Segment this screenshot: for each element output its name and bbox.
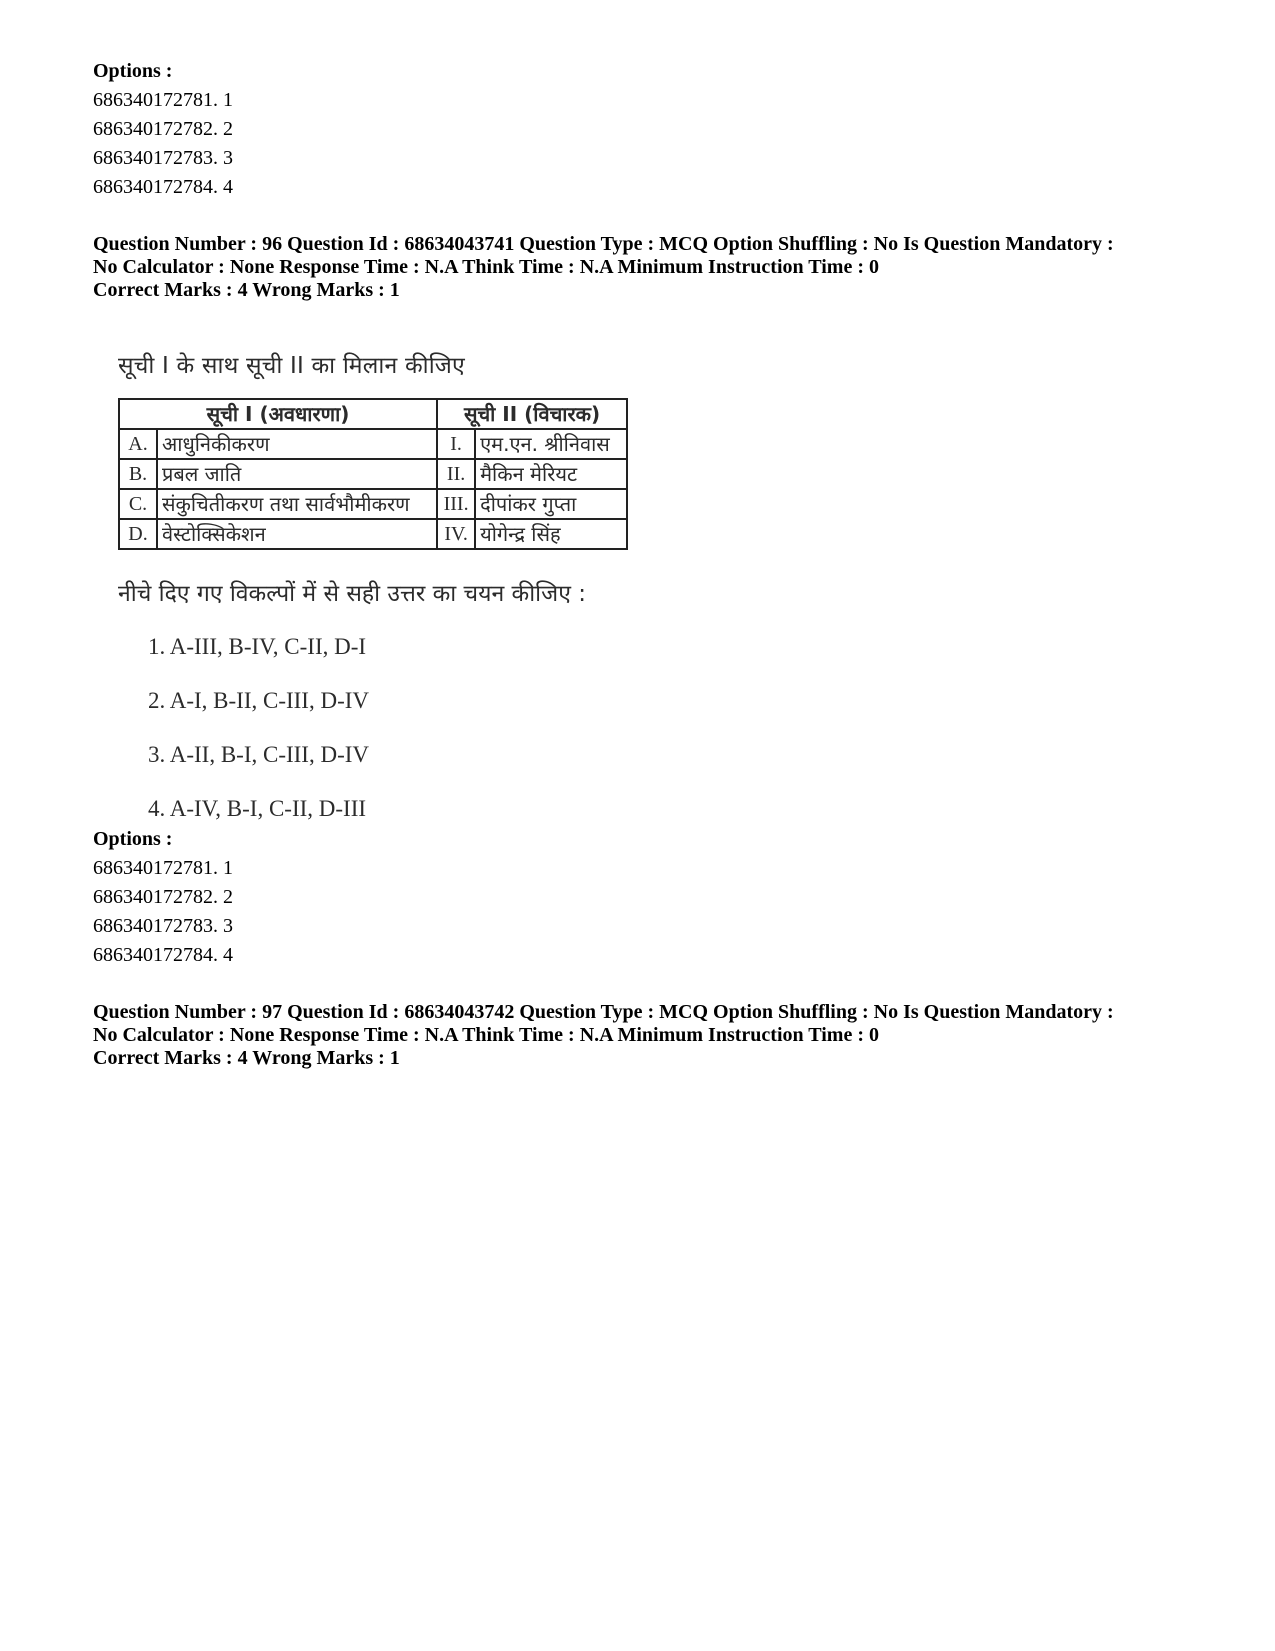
question-meta-line: No Calculator : None Response Time : N.A Think Time : N.A Minimum Instruction Time : 0 [93, 256, 879, 278]
question-meta-line: Question Number : 97 Question Id : 68634043742 Question Type : MCQ Option Shuffling : No Is Question Mandatory : [93, 1001, 1114, 1023]
options-label: Options : [93, 60, 173, 82]
row-key: B. [119, 459, 157, 489]
row-key: D. [119, 519, 157, 549]
option-item: 686340172782. 2 [93, 118, 233, 140]
row-concept: संकुचितीकरण तथा सार्वभौमीकरण [157, 489, 437, 519]
option-item: 686340172783. 3 [93, 915, 233, 937]
table-row [119, 519, 627, 549]
option-item: 686340172783. 3 [93, 147, 233, 169]
row-key: I. [437, 429, 475, 459]
row-key: III. [437, 489, 475, 519]
select-prompt: नीचे दिए गए विकल्पों में से सही उत्तर का चयन कीजिए : [118, 581, 586, 607]
answer-choice: 3. A-II, B-I, C-III, D-IV [148, 742, 369, 767]
row-concept: प्रबल जाति [157, 459, 437, 489]
options-block-q96 [93, 825, 1213, 970]
answer-choice: 2. A-I, B-II, C-III, D-IV [148, 688, 369, 713]
row-thinker: दीपांकर गुप्ता [475, 489, 627, 519]
question-96-meta [93, 233, 1213, 302]
question-97-meta [93, 1001, 1213, 1070]
question-instruction: सूची I के साथ सूची II का मिलान कीजिए [118, 353, 465, 379]
table-header-list2: सूची II (विचारक) [437, 399, 627, 429]
option-item: 686340172784. 4 [93, 944, 233, 966]
row-key: II. [437, 459, 475, 489]
question-meta-line: No Calculator : None Response Time : N.A Think Time : N.A Minimum Instruction Time : 0 [93, 1024, 879, 1046]
question-96-body [118, 348, 638, 850]
row-concept: आधुनिकीकरण [157, 429, 437, 459]
row-thinker: एम.एन. श्रीनिवास [475, 429, 627, 459]
row-concept: वेस्टोक्सिकेशन [157, 519, 437, 549]
row-thinker: मैकिन मेरियट [475, 459, 627, 489]
row-key: A. [119, 429, 157, 459]
row-key: IV. [437, 519, 475, 549]
option-item: 686340172781. 1 [93, 857, 233, 879]
table-row [119, 429, 627, 459]
table-row [119, 489, 627, 519]
option-item: 686340172782. 2 [93, 886, 233, 908]
match-table [118, 398, 628, 550]
option-item: 686340172784. 4 [93, 176, 233, 198]
row-key: C. [119, 489, 157, 519]
question-marks: Correct Marks : 4 Wrong Marks : 1 [93, 279, 400, 301]
question-marks: Correct Marks : 4 Wrong Marks : 1 [93, 1047, 400, 1069]
answer-choice: 4. A-IV, B-I, C-II, D-III [148, 796, 367, 821]
option-item: 686340172781. 1 [93, 89, 233, 111]
options-label: Options : [93, 828, 173, 850]
row-thinker: योगेन्द्र सिंह [475, 519, 627, 549]
options-block-prev [93, 57, 1213, 202]
answer-choice: 1. A-III, B-IV, C-II, D-I [148, 634, 367, 659]
table-header-row [119, 399, 627, 429]
table-row [119, 459, 627, 489]
question-meta-line: Question Number : 96 Question Id : 68634043741 Question Type : MCQ Option Shuffling : No Is Question Mandatory : [93, 233, 1114, 255]
table-header-list1: सूची I (अवधारणा) [119, 399, 437, 429]
